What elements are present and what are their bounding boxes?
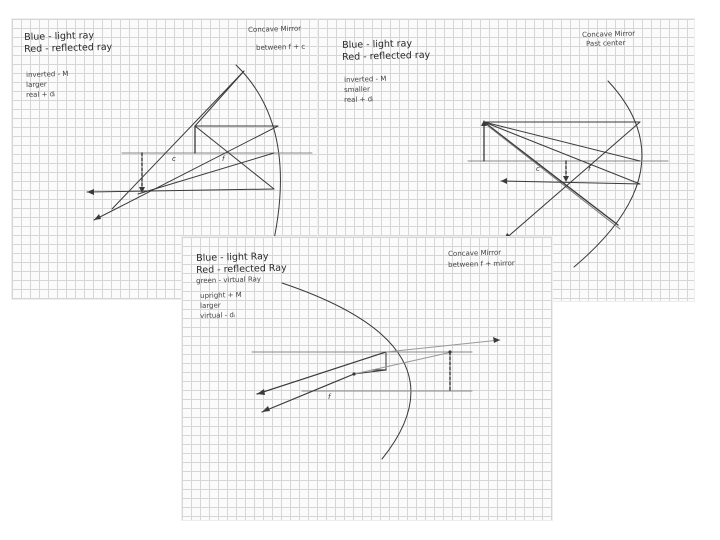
arrowhead xyxy=(94,214,101,220)
image-top-dot xyxy=(448,350,451,353)
note-size: larger xyxy=(200,301,221,310)
concave-mirror-arc xyxy=(282,283,411,459)
label-focus-f: f xyxy=(222,155,225,163)
note-type: real + dᵢ xyxy=(344,95,374,104)
legend-line-1: Blue - light ray xyxy=(342,38,413,51)
virtual-ray-upper xyxy=(354,352,452,374)
ray-through-center xyxy=(484,122,640,184)
legend-line-2: Red - reflected ray xyxy=(342,49,431,63)
legend-line-2: Red - reflected Ray xyxy=(196,262,287,276)
legend-line-2: Red - reflected ray xyxy=(24,41,113,55)
note-orientation: inverted - M xyxy=(344,74,387,84)
label-center-c: c xyxy=(536,165,540,173)
reflected-upper-ray xyxy=(112,71,244,209)
arrowhead xyxy=(262,406,270,412)
panel-subtitle: between f + c xyxy=(256,42,306,52)
reflected-through-focus xyxy=(94,126,278,220)
panel-subtitle: Past center xyxy=(586,38,626,48)
arrowhead xyxy=(87,189,94,195)
reflected-central-ray xyxy=(138,153,274,194)
arrowhead xyxy=(257,389,265,395)
ray-through-focus xyxy=(484,122,618,225)
note-type: real + dᵢ xyxy=(26,90,56,99)
legend-line-3: green - virtual Ray xyxy=(196,275,262,285)
diagram-sheet-between-f-and-mirror xyxy=(182,237,552,520)
note-orientation: upright + M xyxy=(200,290,242,300)
arrowhead xyxy=(493,337,500,343)
note-size: larger xyxy=(26,80,47,89)
reflected-focus-ray xyxy=(501,181,640,184)
label-focus-f: f xyxy=(328,393,331,401)
reflected-parallel-ray xyxy=(504,122,640,240)
legend-line-1: Blue - light Ray xyxy=(196,251,269,264)
note-size: smaller xyxy=(344,85,371,94)
note-type: virtual - dᵢ xyxy=(200,311,236,320)
virtual-ray-extension xyxy=(386,340,500,352)
panel-title: Concave Mirror xyxy=(248,24,302,34)
label-focus-f: f xyxy=(588,165,591,173)
image-arrowhead xyxy=(563,176,569,182)
panel-subtitle: between f + mirror xyxy=(448,259,515,269)
reflected-ray-lower xyxy=(262,374,354,412)
label-center-c: c xyxy=(172,155,176,163)
panel-title: Concave Mirror xyxy=(582,29,636,39)
concave-mirror-arc xyxy=(236,65,280,257)
legend-line-1: Blue - light ray xyxy=(24,30,95,43)
reflected-parallel-ray xyxy=(87,189,274,192)
ray-to-mirror-lower xyxy=(195,126,274,189)
note-orientation: inverted - M xyxy=(26,69,69,79)
panel-title: Concave Mirror xyxy=(448,248,502,258)
ray-through-focus-shadow xyxy=(488,126,620,229)
arrowhead xyxy=(501,178,507,184)
focal-point-dot xyxy=(352,372,355,375)
concave-mirror-arc xyxy=(574,81,642,267)
